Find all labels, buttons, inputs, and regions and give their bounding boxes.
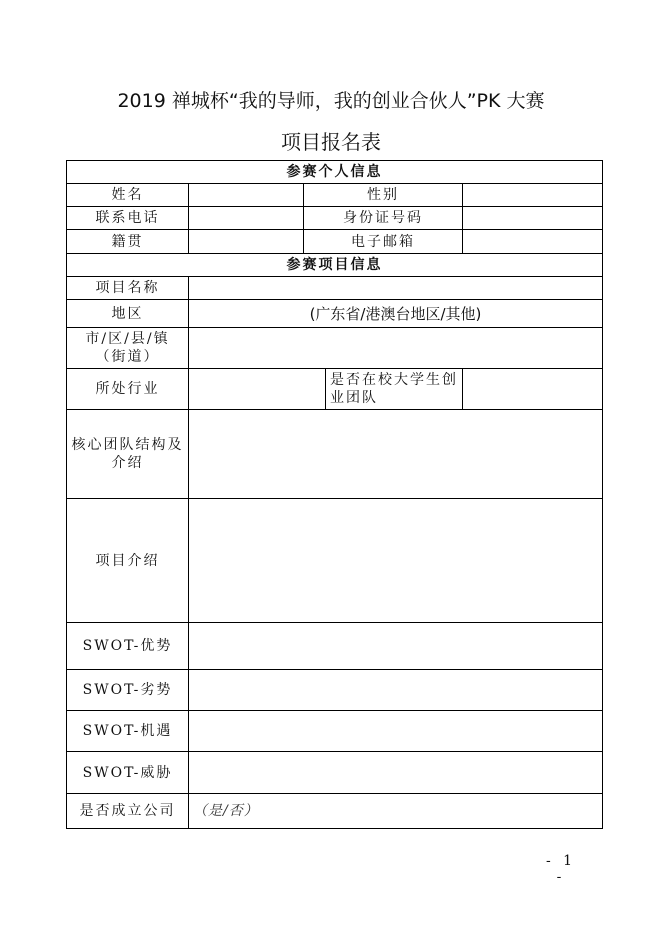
swot-weaknesses-field[interactable]	[189, 670, 603, 711]
swot-opportunities-label: SWOT-机遇	[67, 711, 189, 752]
form-subtitle: 项目报名表	[281, 130, 381, 154]
page-number: - 1 -	[545, 853, 577, 885]
table-row	[67, 711, 603, 752]
core-team-label: 核心团队结构及介绍	[67, 410, 189, 499]
table-row	[67, 328, 603, 369]
id-number-label: 身份证号码	[304, 207, 463, 230]
table-row	[67, 794, 603, 829]
phone-label: 联系电话	[67, 207, 189, 230]
name-label: 姓名	[67, 184, 189, 207]
project-intro-label: 项目介绍	[67, 499, 189, 623]
email-field[interactable]	[463, 230, 603, 254]
swot-opportunities-field[interactable]	[189, 711, 603, 752]
personal-section-row	[67, 161, 603, 184]
table-row	[67, 230, 603, 254]
gender-field[interactable]	[463, 184, 603, 207]
industry-field[interactable]	[189, 369, 326, 410]
table-row	[67, 623, 603, 670]
name-field[interactable]	[189, 184, 304, 207]
city-label: 市/区/县/镇（街道）	[67, 328, 189, 369]
id-number-field[interactable]	[463, 207, 603, 230]
table-row	[67, 184, 603, 207]
swot-weaknesses-label: SWOT-劣势	[67, 670, 189, 711]
table-row	[67, 277, 603, 300]
company-established-field[interactable]: （是/否）	[189, 794, 603, 829]
city-field[interactable]	[189, 328, 603, 369]
table-row	[67, 499, 603, 623]
student-team-label: 是否在校大学生创业团队	[326, 369, 463, 410]
form-title: 2019 禅城杯“我的导师，我的创业合伙人”PK 大赛	[117, 90, 545, 112]
project-section-header: 参赛项目信息	[67, 254, 603, 277]
table-row	[67, 752, 603, 794]
table-row	[67, 300, 603, 328]
swot-strengths-field[interactable]	[189, 623, 603, 670]
student-team-field[interactable]	[463, 369, 603, 410]
core-team-field[interactable]	[189, 410, 603, 499]
company-established-label: 是否成立公司	[67, 794, 189, 829]
swot-threats-label: SWOT-威胁	[67, 752, 189, 794]
swot-threats-field[interactable]	[189, 752, 603, 794]
project-intro-field[interactable]	[189, 499, 603, 623]
table-row	[67, 207, 603, 230]
table-row	[67, 410, 603, 499]
email-label: 电子邮箱	[304, 230, 463, 254]
registration-form-table	[66, 160, 603, 829]
region-label: 地区	[67, 300, 189, 328]
phone-field[interactable]	[189, 207, 304, 230]
project-name-label: 项目名称	[67, 277, 189, 300]
origin-label: 籍贯	[67, 230, 189, 254]
gender-label: 性别	[304, 184, 463, 207]
personal-section-header: 参赛个人信息	[67, 161, 603, 184]
project-name-field[interactable]	[189, 277, 603, 300]
table-row	[67, 369, 603, 410]
industry-label: 所处行业	[67, 369, 189, 410]
project-section-row	[67, 254, 603, 277]
origin-field[interactable]	[189, 230, 304, 254]
table-row	[67, 670, 603, 711]
region-field[interactable]: (广东省/港澳台地区/其他)	[189, 300, 603, 328]
swot-strengths-label: SWOT-优势	[67, 623, 189, 670]
